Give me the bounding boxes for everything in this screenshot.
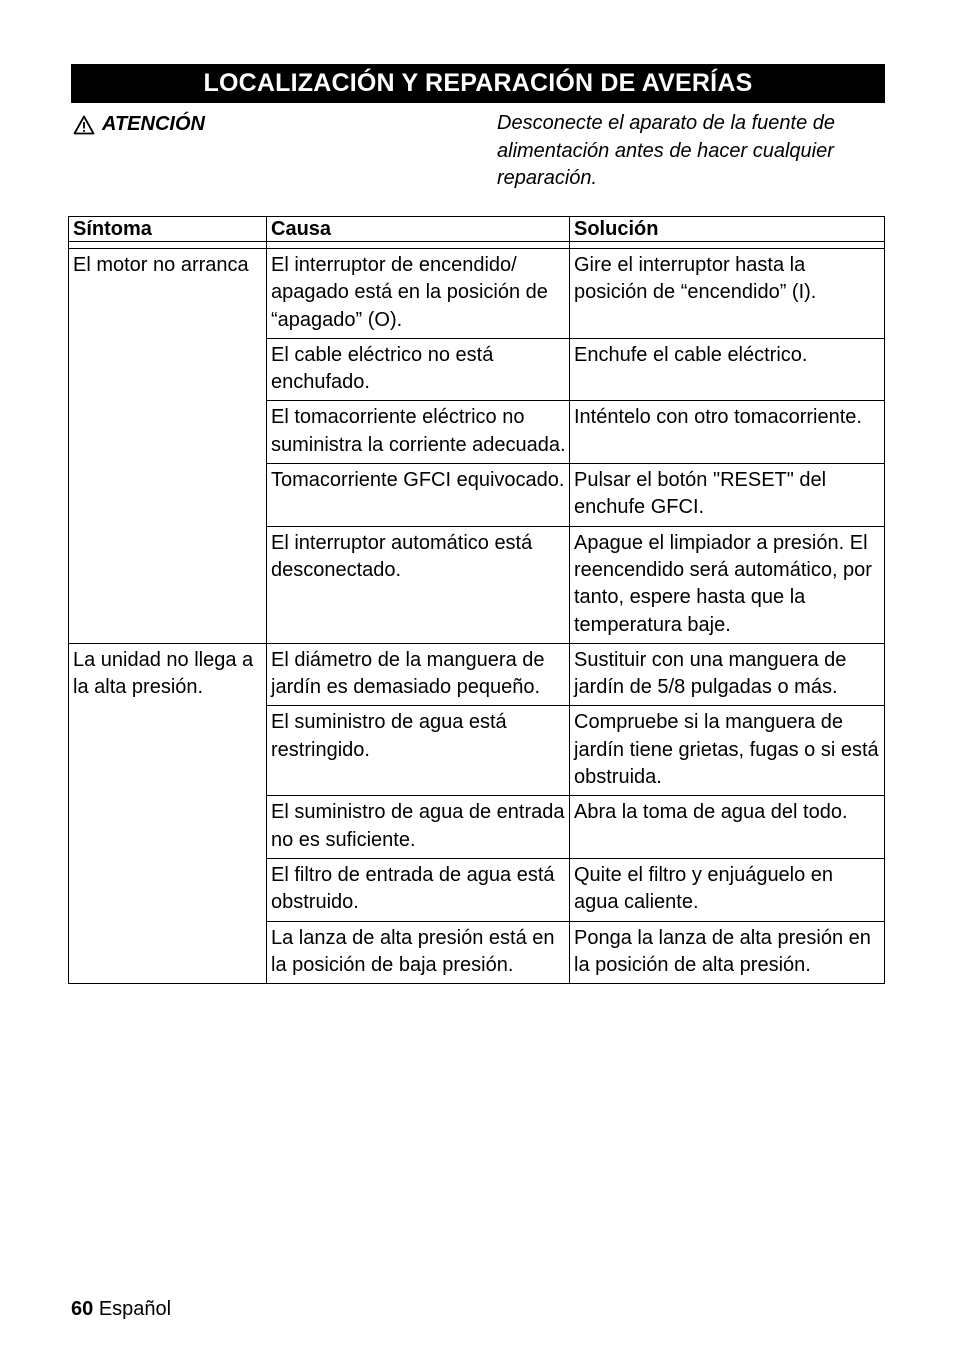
page-footer bbox=[71, 1298, 171, 1321]
table-header-row bbox=[69, 217, 885, 242]
section-title: LOCALIZACIÓN Y REPARACIÓN DE AVERÍAS bbox=[71, 64, 885, 103]
warning-label: ATENCIÓN bbox=[102, 113, 205, 135]
table-spacer-row bbox=[69, 242, 885, 249]
cause-cell: El filtro de entrada de agua está obstruido. bbox=[267, 858, 570, 921]
cause-cell: El diámetro de la manguera de jardín es demasiado pequeño. bbox=[267, 643, 570, 706]
header-symptom: Síntoma bbox=[69, 217, 267, 242]
troubleshooting-table bbox=[68, 216, 885, 984]
solution-cell: Gire el interruptor hasta la posición de “encendido” (I). bbox=[570, 249, 885, 339]
solution-cell: Abra la toma de agua del todo. bbox=[570, 796, 885, 859]
solution-cell: Enchufe el cable eléctrico. bbox=[570, 338, 885, 401]
cause-cell: El cable eléctrico no está enchufado. bbox=[267, 338, 570, 401]
symptom-cell: El motor no arranca bbox=[69, 249, 267, 644]
table-row bbox=[69, 249, 885, 339]
cause-cell: El interruptor de encendido/ apagado está en la posición de “apagado” (O). bbox=[267, 249, 570, 339]
solution-cell: Inténtelo con otro tomacorriente. bbox=[570, 401, 885, 464]
solution-cell: Apague el limpiador a presión. El reencendido será automático, por tanto, espere hasta que la temperatura baje. bbox=[570, 526, 885, 643]
cause-cell: El tomacorriente eléctrico no suministra la corriente adecuada. bbox=[267, 401, 570, 464]
header-cause: Causa bbox=[267, 217, 570, 242]
cause-cell: El suministro de agua está restringido. bbox=[267, 706, 570, 796]
footer-language: Español bbox=[98, 1298, 172, 1320]
table-row bbox=[69, 643, 885, 706]
warning-triangle-icon bbox=[73, 115, 95, 135]
warning-heading bbox=[73, 113, 205, 136]
warning-text: Desconecte el aparato de la fuente de alimentación antes de hacer cualquier reparación. bbox=[497, 112, 836, 189]
cause-cell: La lanza de alta presión está en la posición de baja presión. bbox=[267, 921, 570, 984]
cause-cell: El interruptor automático está desconectado. bbox=[267, 526, 570, 643]
cause-cell: El suministro de agua de entrada no es suficiente. bbox=[267, 796, 570, 859]
solution-cell: Compruebe si la manguera de jardín tiene grietas, fugas o si está obstruida. bbox=[570, 706, 885, 796]
cause-cell: Tomacorriente GFCI equivocado. bbox=[267, 464, 570, 527]
solution-cell: Quite el filtro y enjuáguelo en agua caliente. bbox=[570, 858, 885, 921]
solution-cell: Pulsar el botón "RESET" del enchufe GFCI. bbox=[570, 464, 885, 527]
solution-cell: Ponga la lanza de alta presión en la posición de alta presión. bbox=[570, 921, 885, 984]
page-number: 60 bbox=[71, 1298, 94, 1320]
solution-cell: Sustituir con una manguera de jardín de 5/8 pulgadas o más. bbox=[570, 643, 885, 706]
header-solution: Solución bbox=[570, 217, 885, 242]
symptom-cell: La unidad no llega a la alta presión. bbox=[69, 643, 267, 983]
